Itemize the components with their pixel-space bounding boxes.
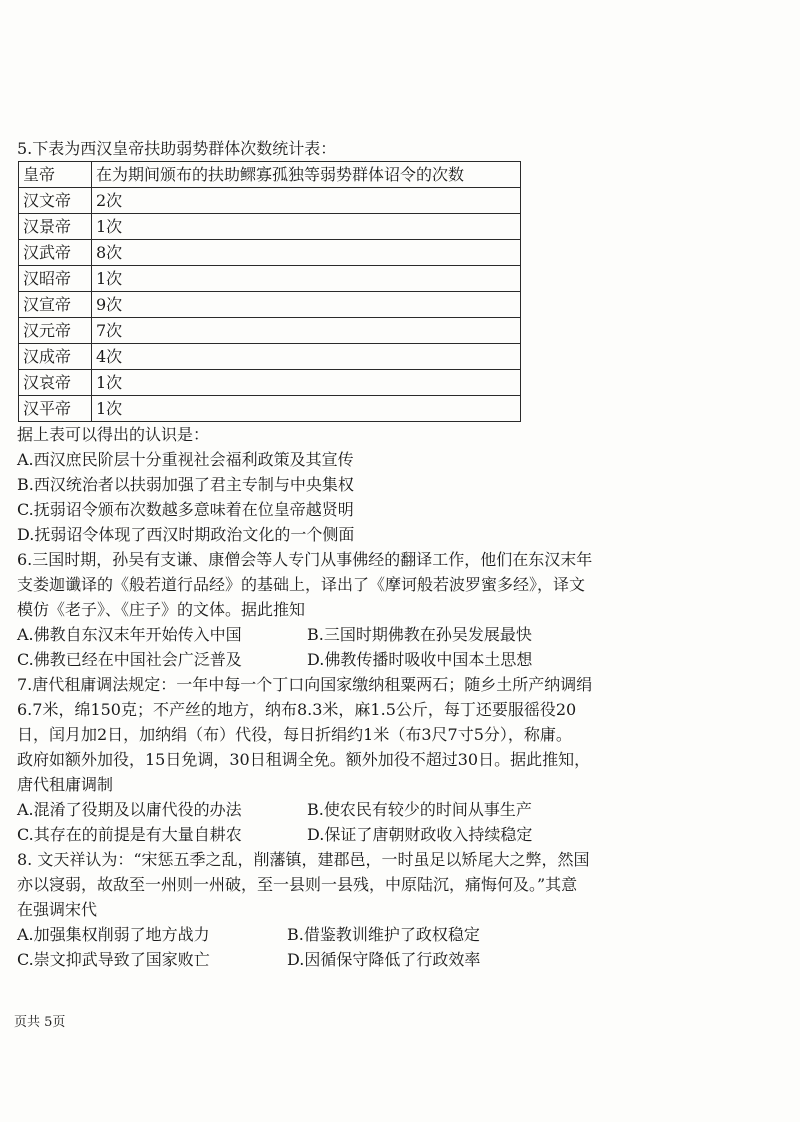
question-7	[17, 672, 593, 847]
q5-stem: 5.下表为西汉皇帝扶助弱势群体次数统计表：	[17, 139, 337, 158]
q7-options-row	[17, 797, 537, 822]
table-cell: 汉哀帝	[19, 370, 92, 396]
table-row	[19, 240, 521, 266]
table-cell: 9次	[92, 292, 521, 318]
q6-option-d: D.佛教传播时吸收中国本土思想	[307, 650, 533, 669]
question-5	[17, 136, 537, 547]
q6-option-a: A.佛教自东汉末年开始传入中国	[17, 625, 242, 644]
q8-option-b: B.借鉴教训维护了政权稳定	[287, 925, 480, 944]
q6-stem-line: 6.三国时期，孙吴有支谦、康僧会等人专门从事佛经的翻译工作，他们在东汉末年	[17, 550, 593, 569]
table-cell: 汉宣帝	[19, 292, 92, 318]
table-cell: 1次	[92, 266, 521, 292]
page-footer: 页共 5页	[14, 1015, 66, 1030]
table-row	[19, 214, 521, 240]
table-cell: 8次	[92, 240, 521, 266]
q7-options-row	[17, 822, 537, 847]
table-cell: 汉元帝	[19, 318, 92, 344]
page-content	[17, 136, 593, 972]
q6-options-row	[17, 647, 537, 672]
table-cell: 1次	[92, 214, 521, 240]
q5-question: 据上表可以得出的认识是：	[17, 425, 210, 444]
table-cell: 汉文帝	[19, 188, 92, 214]
q6-option-b: B.三国时期佛教在孙吴发展最快	[307, 625, 532, 644]
table-cell: 7次	[92, 318, 521, 344]
q8-option-a: A.加强集权削弱了地方战力	[17, 925, 210, 944]
table-header-row	[19, 162, 521, 188]
table-cell: 汉平帝	[19, 396, 92, 422]
q7-stem-line: 6.7米，绵150克；不产丝的地方，纳布8.3米，麻1.5公斤，每丁还要服徭役20	[17, 700, 577, 719]
q7-stem-line: 政府如额外加役，15日免调，30日租调全免。额外加役不超过30日。据此推知，	[17, 750, 591, 769]
table-row	[19, 344, 521, 370]
q6-stem-line: 支娄迦谶译的《般若道行品经》的基础上，译出了《摩诃般若波罗蜜多经》，译文	[17, 575, 586, 594]
table-cell: 1次	[92, 396, 521, 422]
q5-option-c: C.抚弱诏令颁布次数越多意味着在位皇帝越贤明	[17, 500, 354, 519]
table-row	[19, 266, 521, 292]
table-cell: 4次	[92, 344, 521, 370]
q8-stem-line: 8. 文天祥认为：“宋惩五季之乱，削藩镇，建郡邑，一时虽足以矫尾大之弊，然国	[17, 850, 590, 869]
table-row	[19, 370, 521, 396]
table-row	[19, 188, 521, 214]
table-row	[19, 292, 521, 318]
q8-options-row	[17, 947, 537, 972]
table-header-cell: 皇帝	[19, 162, 92, 188]
q7-option-b: B.使农民有较少的时间从事生产	[307, 800, 532, 819]
q7-option-a: A.混淆了役期及以庸代役的办法	[17, 800, 242, 819]
table-row	[19, 318, 521, 344]
table-header-cell: 在为期间颁布的扶助鳏寡孤独等弱势群体诏令的次数	[92, 162, 521, 188]
table-cell: 1次	[92, 370, 521, 396]
q7-stem-line: 7.唐代租庸调法规定：一年中每一个丁口向国家缴纳租粟两石；随乡土所产纳调绢	[17, 675, 593, 694]
q8-stem-line: 亦以寖弱，故敌至一州则一州破，至一县则一县残，中原陆沉，痛悔何及。”其意	[17, 875, 578, 894]
q6-options-row	[17, 622, 537, 647]
q8-options-row	[17, 922, 537, 947]
q7-stem-line: 唐代租庸调制	[17, 775, 114, 794]
table-row	[19, 396, 521, 422]
q8-stem-line: 在强调宋代	[17, 900, 98, 919]
emperor-table	[18, 161, 521, 422]
q8-option-c: C.崇文抑武导致了国家败亡	[17, 950, 210, 969]
q6-stem-line: 模仿《老子》、《庄子》的文体。据此推知	[17, 600, 306, 619]
q5-option-b: B.西汉统治者以扶弱加强了君主专制与中央集权	[17, 475, 354, 494]
q7-option-c: C.其存在的前提是有大量自耕农	[17, 825, 242, 844]
question-8	[17, 847, 590, 972]
q6-option-c: C.佛教已经在中国社会广泛普及	[17, 650, 242, 669]
table-cell: 2次	[92, 188, 521, 214]
table-cell: 汉景帝	[19, 214, 92, 240]
table-cell: 汉昭帝	[19, 266, 92, 292]
q7-option-d: D.保证了唐朝财政收入持续稳定	[307, 825, 533, 844]
table-cell: 汉成帝	[19, 344, 92, 370]
q5-option-a: A.西汉庶民阶层十分重视社会福利政策及其宣传	[17, 450, 354, 469]
q7-stem-line: 日，闰月加2日，加纳绢（布）代役，每日折绢约1米（布3尺7寸5分），称庸。	[17, 725, 572, 744]
q5-option-d: D.抚弱诏令体现了西汉时期政治文化的一个侧面	[17, 525, 355, 544]
q8-option-d: D.因循保守降低了行政效率	[287, 950, 481, 969]
table-cell: 汉武帝	[19, 240, 92, 266]
question-6	[17, 547, 593, 672]
